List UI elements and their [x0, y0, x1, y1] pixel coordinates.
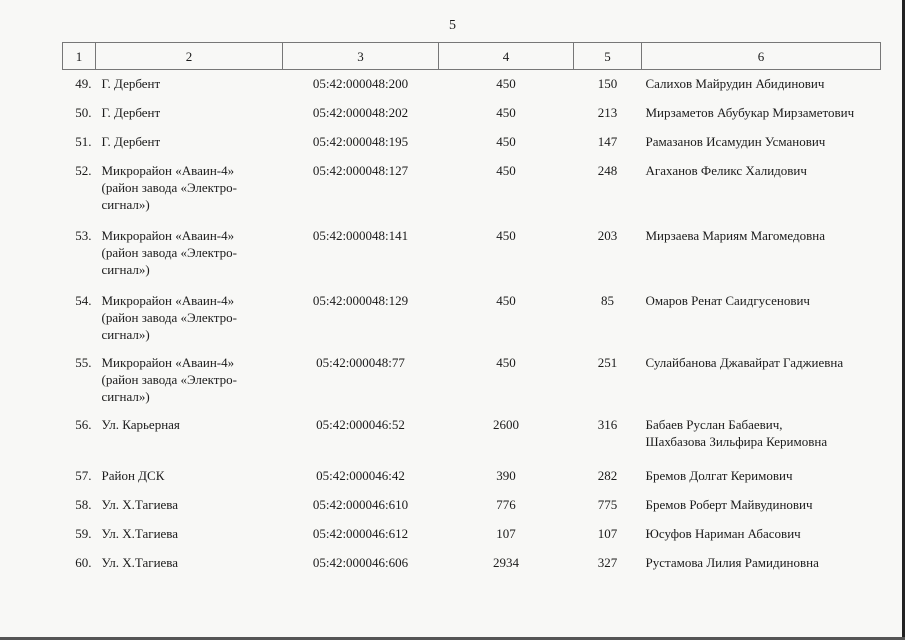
table-row	[63, 491, 881, 520]
owner-name: Шахбазова Зильфира Керимовна	[645, 433, 828, 449]
location-cell	[96, 157, 283, 222]
area-value: 450	[496, 227, 516, 243]
column-5-value: 248	[597, 162, 618, 178]
row-number: 56.	[75, 416, 92, 432]
area-value: 450	[496, 76, 516, 91]
cadastral-number-cell	[283, 287, 439, 349]
table-header-row	[63, 43, 881, 70]
row-number-cell	[63, 491, 96, 520]
area-cell	[439, 222, 574, 287]
cadastral-number-cell	[283, 349, 439, 411]
row-number: 52.	[75, 162, 92, 178]
cadastral-number: 05:42:000046:612	[312, 525, 409, 541]
owner-name: Салихов Майрудин Абидинович	[645, 76, 825, 91]
area-cell	[439, 99, 574, 128]
column-5-value: 150	[597, 76, 618, 91]
cadastral-number-cell	[283, 128, 439, 157]
owner-name: Сулайбанова Джавайрат Гаджиевна	[645, 354, 844, 370]
location-text: (район завода «Электро-	[101, 371, 237, 387]
owner-name: Бабаев Руслан Бабаевич,	[645, 416, 783, 432]
value-cell	[574, 157, 642, 222]
column-header: 6	[642, 43, 881, 70]
owner-cell	[642, 462, 881, 491]
row-number-cell	[63, 70, 96, 99]
column-5-value: 107	[597, 525, 618, 541]
owner-name: Мирзаметов Абубукар Мирзаметович	[645, 104, 855, 120]
area-cell	[439, 520, 574, 549]
owner-name: Рустамова Лилия Рамидиновна	[645, 554, 819, 570]
location-text: Микрорайон «Аваин-4»	[101, 227, 235, 243]
owner-cell	[642, 349, 881, 411]
row-number: 57.	[75, 467, 92, 483]
column-header: 3	[283, 43, 439, 70]
owner-name: Рамазанов Исамудин Усманович	[645, 133, 826, 149]
value-cell	[574, 520, 642, 549]
row-number-cell	[63, 99, 96, 128]
location-cell	[96, 287, 283, 349]
table-body	[63, 70, 881, 578]
owner-cell	[642, 411, 881, 462]
location-cell	[96, 222, 283, 287]
row-number: 59.	[75, 525, 92, 541]
area-value: 450	[496, 162, 516, 178]
cadastral-number-cell	[283, 520, 439, 549]
owner-name: Бремов Долгат Керимович	[645, 467, 793, 483]
row-number-cell	[63, 411, 96, 462]
cadastral-number: 05:42:000048:200	[312, 76, 409, 91]
cadastral-number: 05:42:000046:610	[312, 496, 409, 512]
location-text: (район завода «Электро-	[101, 309, 237, 325]
area-value: 450	[496, 104, 516, 120]
location-text: сигнал»)	[101, 261, 150, 277]
owner-cell	[642, 70, 881, 99]
area-cell	[439, 70, 574, 99]
location-cell	[96, 411, 283, 462]
table-row	[63, 157, 881, 222]
row-number: 60.	[75, 554, 92, 570]
owner-cell	[642, 222, 881, 287]
cadastral-number-cell	[283, 222, 439, 287]
owner-cell	[642, 491, 881, 520]
cadastral-number-cell	[283, 491, 439, 520]
value-cell	[574, 462, 642, 491]
value-cell	[574, 349, 642, 411]
location-text: Ул. Х.Тагиева	[101, 525, 179, 541]
row-number-cell	[63, 349, 96, 411]
area-value: 2934	[493, 554, 519, 570]
location-text: Ул. Х.Тагиева	[101, 496, 179, 512]
column-5-value: 203	[597, 227, 618, 243]
area-cell	[439, 462, 574, 491]
location-text: (район завода «Электро-	[101, 179, 237, 195]
column-header: 4	[439, 43, 574, 70]
cadastral-number: 05:42:000046:52	[316, 416, 405, 432]
location-text: сигнал»)	[101, 388, 150, 404]
value-cell	[574, 99, 642, 128]
owner-name: Юсуфов Нариман Абасович	[645, 525, 801, 541]
owner-cell	[642, 99, 881, 128]
table-row	[63, 549, 881, 578]
row-number-cell	[63, 157, 96, 222]
cadastral-number-cell	[283, 99, 439, 128]
column-5-value: 213	[597, 104, 618, 120]
owner-name: Омаров Ренат Саидгусенович	[645, 292, 810, 308]
value-cell	[574, 70, 642, 99]
table-row	[63, 520, 881, 549]
column-5-value: 327	[597, 554, 618, 570]
row-number-cell	[63, 222, 96, 287]
value-cell	[574, 287, 642, 349]
row-number: 50.	[75, 104, 92, 120]
area-cell	[439, 287, 574, 349]
land-plot-table	[62, 42, 881, 578]
table-row	[63, 70, 881, 99]
row-number-cell	[63, 462, 96, 491]
row-number-cell	[63, 520, 96, 549]
column-5-value: 85	[601, 292, 614, 308]
table-row	[63, 411, 881, 462]
location-cell	[96, 70, 283, 99]
area-cell	[439, 549, 574, 578]
cadastral-number-cell	[283, 411, 439, 462]
cadastral-number: 05:42:000046:42	[316, 467, 405, 483]
value-cell	[574, 128, 642, 157]
table-row	[63, 287, 881, 349]
owner-name: Бремов Роберт Майвудинович	[645, 496, 813, 512]
area-value: 450	[496, 133, 516, 149]
owner-cell	[642, 157, 881, 222]
cadastral-number: 05:42:000048:127	[312, 162, 409, 178]
value-cell	[574, 411, 642, 462]
area-value: 107	[496, 525, 516, 541]
location-text: сигнал»)	[101, 196, 150, 212]
cadastral-number-cell	[283, 70, 439, 99]
table-row	[63, 128, 881, 157]
location-text: Ул. Х.Тагиева	[101, 554, 179, 570]
location-cell	[96, 128, 283, 157]
row-number-cell	[63, 287, 96, 349]
location-text: Микрорайон «Аваин-4»	[101, 162, 235, 178]
location-cell	[96, 99, 283, 128]
location-text: Микрорайон «Аваин-4»	[101, 292, 235, 308]
column-5-value: 775	[597, 496, 618, 512]
cadastral-number: 05:42:000048:195	[312, 133, 409, 149]
column-header: 2	[96, 43, 283, 70]
cadastral-number-cell	[283, 462, 439, 491]
cadastral-number-cell	[283, 157, 439, 222]
page-number: 5	[449, 18, 456, 33]
column-5-value: 251	[597, 354, 618, 370]
table-row	[63, 99, 881, 128]
cadastral-number: 05:42:000048:77	[316, 354, 405, 370]
value-cell	[574, 549, 642, 578]
cadastral-number: 05:42:000048:141	[312, 227, 409, 243]
area-cell	[439, 491, 574, 520]
location-cell	[96, 549, 283, 578]
value-cell	[574, 222, 642, 287]
table-row	[63, 349, 881, 411]
row-number: 53.	[75, 227, 92, 243]
location-cell	[96, 462, 283, 491]
row-number-cell	[63, 549, 96, 578]
column-5-value: 316	[597, 416, 618, 432]
row-number: 58.	[75, 496, 92, 512]
column-header: 1	[63, 43, 96, 70]
location-text: Район ДСК	[101, 467, 165, 483]
owner-cell	[642, 128, 881, 157]
location-text: сигнал»)	[101, 326, 150, 342]
owner-cell	[642, 287, 881, 349]
row-number: 54.	[75, 292, 92, 308]
area-value: 450	[496, 354, 516, 370]
location-text: Микрорайон «Аваин-4»	[101, 354, 235, 370]
column-5-value: 282	[597, 467, 618, 483]
location-text: (район завода «Электро-	[101, 244, 237, 260]
location-text: Г. Дербент	[101, 133, 161, 149]
location-cell	[96, 520, 283, 549]
area-cell	[439, 157, 574, 222]
cadastral-number-cell	[283, 549, 439, 578]
table-row	[63, 462, 881, 491]
area-value: 450	[496, 292, 516, 308]
location-cell	[96, 491, 283, 520]
area-cell	[439, 411, 574, 462]
row-number: 49.	[75, 76, 92, 91]
area-value: 390	[496, 467, 516, 483]
cadastral-number: 05:42:000048:129	[312, 292, 409, 308]
location-cell	[96, 349, 283, 411]
area-cell	[439, 128, 574, 157]
column-header: 5	[574, 43, 642, 70]
area-value: 776	[496, 496, 516, 512]
area-cell	[439, 349, 574, 411]
row-number-cell	[63, 128, 96, 157]
location-text: Ул. Карьерная	[101, 416, 180, 432]
owner-cell	[642, 549, 881, 578]
area-value: 2600	[493, 416, 519, 432]
cadastral-number: 05:42:000048:202	[312, 104, 409, 120]
location-text: Г. Дербент	[101, 76, 161, 91]
row-number: 55.	[75, 354, 92, 370]
column-5-value: 147	[597, 133, 618, 149]
location-text: Г. Дербент	[101, 104, 161, 120]
cadastral-number: 05:42:000046:606	[312, 554, 409, 570]
owner-name: Мирзаева Мариям Магомедовна	[645, 227, 825, 243]
table-row	[63, 222, 881, 287]
row-number: 51.	[75, 133, 92, 149]
owner-cell	[642, 520, 881, 549]
owner-name: Агаханов Феликс Халидович	[645, 162, 807, 178]
value-cell	[574, 491, 642, 520]
